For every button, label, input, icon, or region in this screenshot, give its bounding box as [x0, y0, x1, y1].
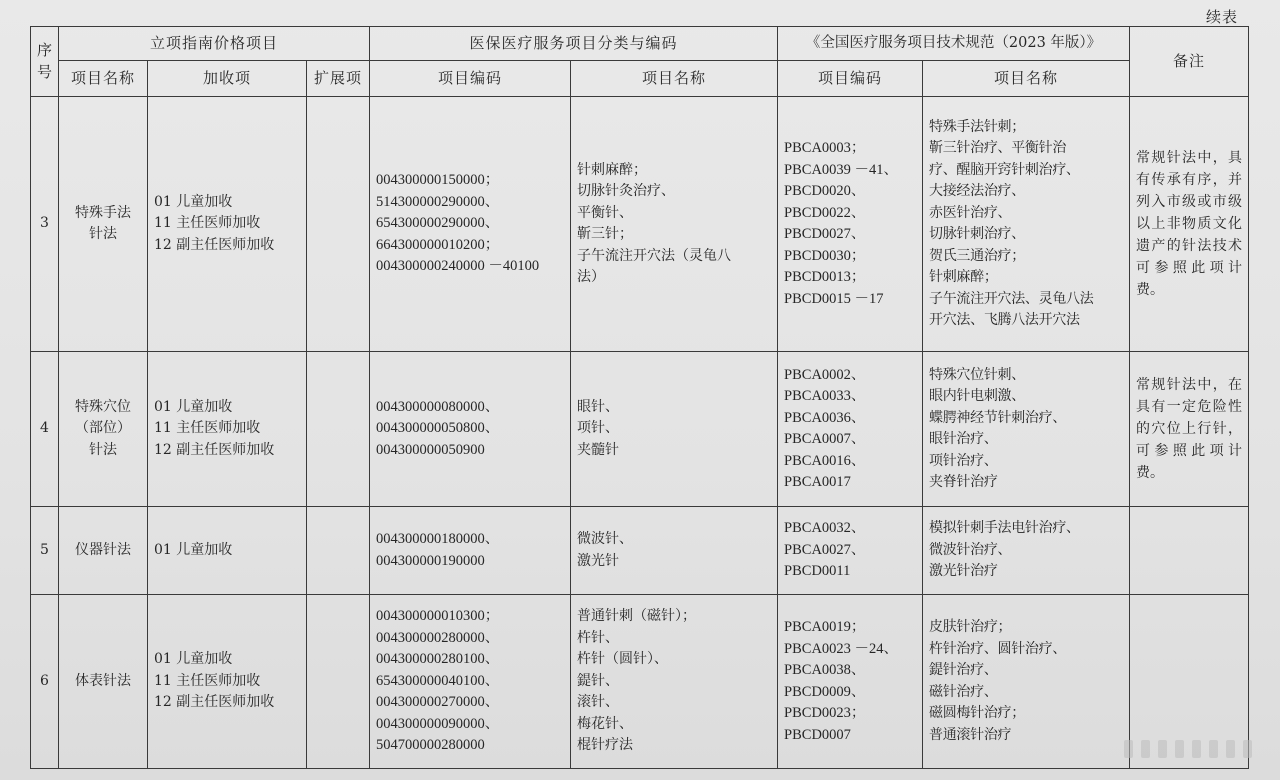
insurance-code: 514300000290000、 [376, 193, 500, 210]
row-spec-codes [778, 97, 923, 352]
table-row [31, 97, 1249, 352]
insurance-name: 微波针、 [577, 531, 634, 547]
insurance-code: 004300000050800、 [376, 420, 500, 437]
row-spec-names [923, 507, 1130, 595]
item-name-line: 仪器针法 [75, 541, 131, 558]
spec-name: 靳三针治疗、平衡针治 [929, 140, 1067, 156]
row-surcharge [148, 507, 307, 595]
spec-name: 鍉针治疗、 [929, 662, 998, 678]
insurance-name: 激光针 [577, 552, 620, 569]
watermark-bar [1192, 740, 1201, 758]
surcharge-line: 01 儿童加收 [154, 541, 233, 558]
insurance-code-header: 项目编码 [370, 61, 571, 97]
watermark-bar [1158, 740, 1167, 758]
row-insurance-codes [370, 507, 571, 595]
spec-name: 赤医针治疗、 [929, 204, 1012, 221]
row-insurance-names [571, 507, 778, 595]
spec-name: 疗、醒脑开窍针刺治疗、 [929, 161, 1080, 178]
row-remark [1130, 507, 1249, 595]
row-remark: 常规针法中，在具有一定危险性的穴位上行针，可参照此项计费。 [1130, 352, 1249, 507]
watermark-bar [1209, 740, 1218, 758]
row-spec-codes [778, 352, 923, 507]
acupuncture-pricing-table [30, 26, 1249, 769]
extension-header: 扩展项 [307, 61, 370, 97]
spec-name: 子午流注开穴法、灵龟八法 [929, 290, 1094, 307]
surcharge-line: 11 主任医师加收 [154, 672, 261, 689]
insurance-code: 004300000280100、 [376, 651, 500, 668]
spec-code: PBCD0007 [784, 726, 851, 743]
surcharge-line: 01 儿童加收 [154, 193, 233, 210]
row-spec-codes [778, 507, 923, 595]
spec-code: PBCD0013； [784, 269, 866, 285]
spec-code: PBCA0036、 [784, 409, 866, 426]
spec-name: 蝶腭神经节针刺治疗、 [929, 409, 1067, 426]
spec-code: PBCD0011 [784, 563, 851, 580]
spec-code: PBCA0038、 [784, 662, 866, 678]
row-insurance-names [571, 97, 778, 352]
spec-code: PBCA0007、 [784, 431, 866, 447]
spec-name: 皮肤针治疗； [929, 619, 1012, 635]
item-name-line: 体表针法 [75, 672, 131, 689]
insurance-code: 004300000050900 [376, 441, 485, 458]
spec-name: 激光针治疗 [929, 563, 998, 580]
insurance-code: 004300000080000、 [376, 398, 500, 415]
insurance-name: 项针、 [577, 420, 620, 437]
spec-name: 项针治疗、 [929, 452, 998, 469]
insurance-name: 眼针、 [577, 398, 620, 415]
row-seq: 3 [31, 97, 59, 352]
spec-name: 微波针治疗、 [929, 541, 1012, 558]
row-seq: 6 [31, 595, 59, 769]
spec-code: PBCA0016、 [784, 452, 866, 469]
header-row-1 [31, 27, 1249, 61]
row-surcharge [148, 97, 307, 352]
spec-name: 针刺麻醉； [929, 269, 998, 285]
insurance-code: 004300000180000、 [376, 531, 500, 547]
surcharge-header: 加收项 [148, 61, 307, 97]
spec-code: PBCA0002、 [784, 366, 866, 383]
item-name-line: 特殊手法 [75, 204, 131, 221]
item-name-line: （部位） [75, 420, 131, 437]
insurance-name: 梅花针、 [577, 715, 634, 732]
spec-name: 特殊穴位针刺、 [929, 366, 1025, 383]
spec-name: 切脉针刺治疗、 [929, 226, 1025, 242]
spec-name: 特殊手法针刺； [929, 118, 1025, 135]
spec-code: PBCD0023； [784, 705, 866, 721]
insurance-name: 普通针刺（磁针）； [577, 608, 697, 625]
insurance-name: 滚针、 [577, 694, 620, 711]
row-item-name [59, 352, 148, 507]
spec-code: PBCA0027、 [784, 541, 866, 558]
insurance-code: 004300000240000 －40100 [376, 258, 540, 275]
spec-name: 模拟针刺手法电针治疗、 [929, 520, 1080, 537]
row-extension [307, 352, 370, 507]
spec-name: 磁圆梅针治疗； [929, 705, 1025, 721]
spec-code: PBCA0033、 [784, 388, 866, 404]
row-insurance-names [571, 595, 778, 769]
insurance-code: 654300000040100、 [376, 672, 500, 689]
insurance-name: 切脉针灸治疗、 [577, 183, 676, 199]
row-spec-codes [778, 595, 923, 769]
spec-name: 大接经法治疗、 [929, 183, 1025, 199]
insurance-name: 夹髓针 [577, 441, 620, 458]
spec-name: 眼内针电刺激、 [929, 388, 1025, 404]
header-row-2 [31, 61, 1249, 97]
insurance-name: 平衡针、 [577, 204, 634, 221]
continued-table-label: 续表 [1205, 8, 1238, 26]
item-name-line: 针法 [89, 441, 117, 458]
row-extension [307, 507, 370, 595]
spec-name: 杵针治疗、圆针治疗、 [929, 640, 1067, 657]
insurance-code: 004300000190000 [376, 552, 485, 569]
insurance-name-header: 项目名称 [571, 61, 778, 97]
row-spec-names [923, 352, 1130, 507]
row-insurance-codes [370, 352, 571, 507]
insurance-name: 棍针疗法 [577, 737, 634, 754]
spec-code: PBCA0039 －41、 [784, 161, 899, 178]
insurance-code: 004300000270000、 [376, 694, 500, 711]
row-spec-names [923, 97, 1130, 352]
insurance-name: 杵针（圆针）、 [577, 651, 669, 668]
spec-name: 磁针治疗、 [929, 683, 998, 700]
watermark-bar [1124, 740, 1133, 758]
surcharge-line: 12 副主任医师加收 [154, 236, 275, 253]
insurance-group-header: 医保医疗服务项目分类与编码 [370, 27, 778, 61]
watermark-bars [1124, 740, 1252, 758]
insurance-code: 004300000090000、 [376, 715, 500, 732]
spec-code: PBCD0009、 [784, 683, 866, 700]
item-name-line: 针法 [89, 226, 117, 242]
spec-code: PBCA0023 －24、 [784, 640, 899, 657]
surcharge-line: 12 副主任医师加收 [154, 441, 275, 458]
surcharge-line: 01 儿童加收 [154, 398, 233, 415]
surcharge-line: 12 副主任医师加收 [154, 694, 275, 711]
spec-name: 夹脊针治疗 [929, 474, 998, 490]
spec-code: PBCA0019； [784, 619, 866, 635]
insurance-code: 004300000280000、 [376, 629, 500, 646]
row-insurance-names [571, 352, 778, 507]
row-seq: 4 [31, 352, 59, 507]
row-item-name [59, 595, 148, 769]
row-spec-names [923, 595, 1130, 769]
spec-name: 眼针治疗、 [929, 431, 998, 447]
insurance-code: 004300000010300； [376, 608, 500, 625]
watermark-bar [1243, 740, 1252, 758]
seq-header [31, 27, 59, 97]
remark-header: 备注 [1130, 27, 1249, 97]
insurance-name: 针刺麻醉； [577, 161, 648, 178]
spec-name: 开穴法、飞腾八法开穴法 [929, 312, 1080, 328]
row-insurance-codes [370, 97, 571, 352]
guide-group-header: 立项指南价格项目 [59, 27, 370, 61]
insurance-name: 鍉针、 [577, 672, 620, 689]
insurance-name: 子午流注开穴法（灵龟八 [577, 247, 732, 264]
watermark-bar [1175, 740, 1184, 758]
row-extension [307, 97, 370, 352]
row-seq: 5 [31, 507, 59, 595]
watermark-bar [1226, 740, 1235, 758]
spec-code: PBCD0022、 [784, 204, 866, 221]
insurance-name: 杵针、 [577, 629, 620, 646]
insurance-code: 004300000150000； [376, 172, 500, 189]
spec-name: 普通滚针治疗 [929, 726, 1012, 743]
insurance-code: 654300000290000、 [376, 215, 500, 232]
table-row [31, 507, 1249, 595]
item-name-line: 特殊穴位 [75, 398, 131, 415]
insurance-name: 法） [577, 269, 606, 285]
table-row [31, 352, 1249, 507]
row-surcharge [148, 595, 307, 769]
spec-name-header: 项目名称 [923, 61, 1130, 97]
insurance-name: 靳三针； [577, 226, 634, 242]
row-surcharge [148, 352, 307, 507]
surcharge-line: 01 儿童加收 [154, 651, 233, 668]
spec-name: 贺氏三通治疗； [929, 247, 1025, 264]
surcharge-line: 11 主任医师加收 [154, 420, 261, 437]
spec-code: PBCA0032、 [784, 520, 866, 537]
table-row [31, 595, 1249, 769]
insurance-code: 504700000280000 [376, 737, 485, 754]
item-name-header: 项目名称 [59, 61, 148, 97]
row-item-name [59, 507, 148, 595]
watermark-bar [1141, 740, 1150, 758]
spec-code-header: 项目编码 [778, 61, 923, 97]
spec-code: PBCD0027、 [784, 226, 866, 242]
spec-code: PBCD0030； [784, 247, 866, 264]
row-item-name [59, 97, 148, 352]
spec-code: PBCA0003； [784, 140, 866, 156]
row-insurance-codes [370, 595, 571, 769]
row-remark: 常规针法中，具有传承有序，并列入市级或市级以上非物质文化遗产的针法技术可参照此项计费。 [1130, 97, 1249, 352]
seq-header-char: 号 [37, 62, 54, 81]
spec-code: PBCD0015 －17 [784, 290, 884, 307]
spec-group-header: 《全国医疗服务项目技术规范（2023 年版）》 [778, 27, 1130, 61]
surcharge-line: 11 主任医师加收 [154, 215, 261, 232]
spec-code: PBCA0017 [784, 474, 851, 490]
spec-code: PBCD0020、 [784, 183, 866, 199]
row-extension [307, 595, 370, 769]
seq-header-char: 序 [37, 41, 54, 59]
insurance-code: 664300000010200； [376, 236, 500, 253]
